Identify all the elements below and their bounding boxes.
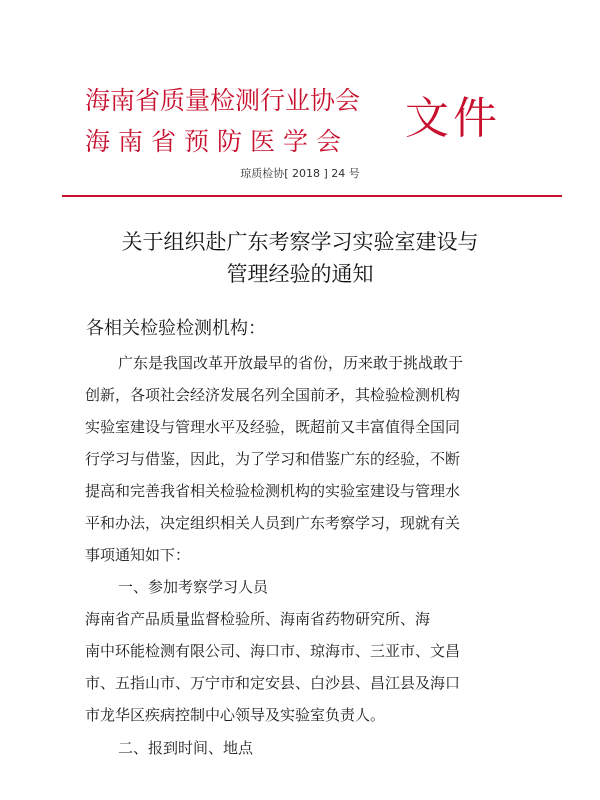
body-line: 行学习与借鉴，因此，为了学习和借鉴广东的经验，不断 [85, 450, 461, 468]
body-line: 市龙华区疾病控制中心领导及实验室负责人。 [85, 706, 386, 724]
body-line: 创新，各项社会经济发展名列全国前矛，其检验检测机构 [85, 386, 461, 404]
body-line: 提高和完善我省相关检验检测机构的实验室建设与管理水 [85, 482, 461, 500]
body-line: 事项通知如下： [85, 546, 191, 564]
issuer-name-1: 海南省质量检测行业协会 [85, 86, 361, 115]
section-heading-2: 二、报到时间、地点 [118, 739, 254, 757]
body-line: 南中环能检测有限公司、海口市、琼海市、三亚市、文昌 [85, 642, 461, 660]
body-line: 市、五指山市、万宁市和定安县、白沙县、昌江县及海口 [85, 674, 461, 692]
notice-title-line-2: 管理经验的通知 [226, 262, 374, 286]
section-heading-1: 一、参加考察学习人员 [118, 578, 269, 596]
body-line: 广东是我国改革开放最早的省份，历来敢于挑战敢于 [118, 354, 464, 372]
body-line: 实验室建设与管理水平及经验，既超前又丰富值得全国同 [85, 418, 461, 436]
body-line: 海南省产品质量监督检验所、海南省药物研究所、海 [85, 610, 431, 628]
red-header-rule [62, 195, 562, 197]
body-line: 平和办法，决定组织相关人员到广东考察学习，现就有关 [85, 514, 461, 532]
document-type-label: 文件 [405, 93, 501, 144]
salutation: 各相关检验检测机构： [86, 318, 266, 339]
document-number: 琼质检协[ 2018 ] 24 号 [240, 167, 360, 180]
notice-title-line-1: 关于组织赴广东考察学习实验室建设与 [121, 230, 479, 254]
issuer-name-2: 海南省预防医学会 [85, 127, 350, 156]
